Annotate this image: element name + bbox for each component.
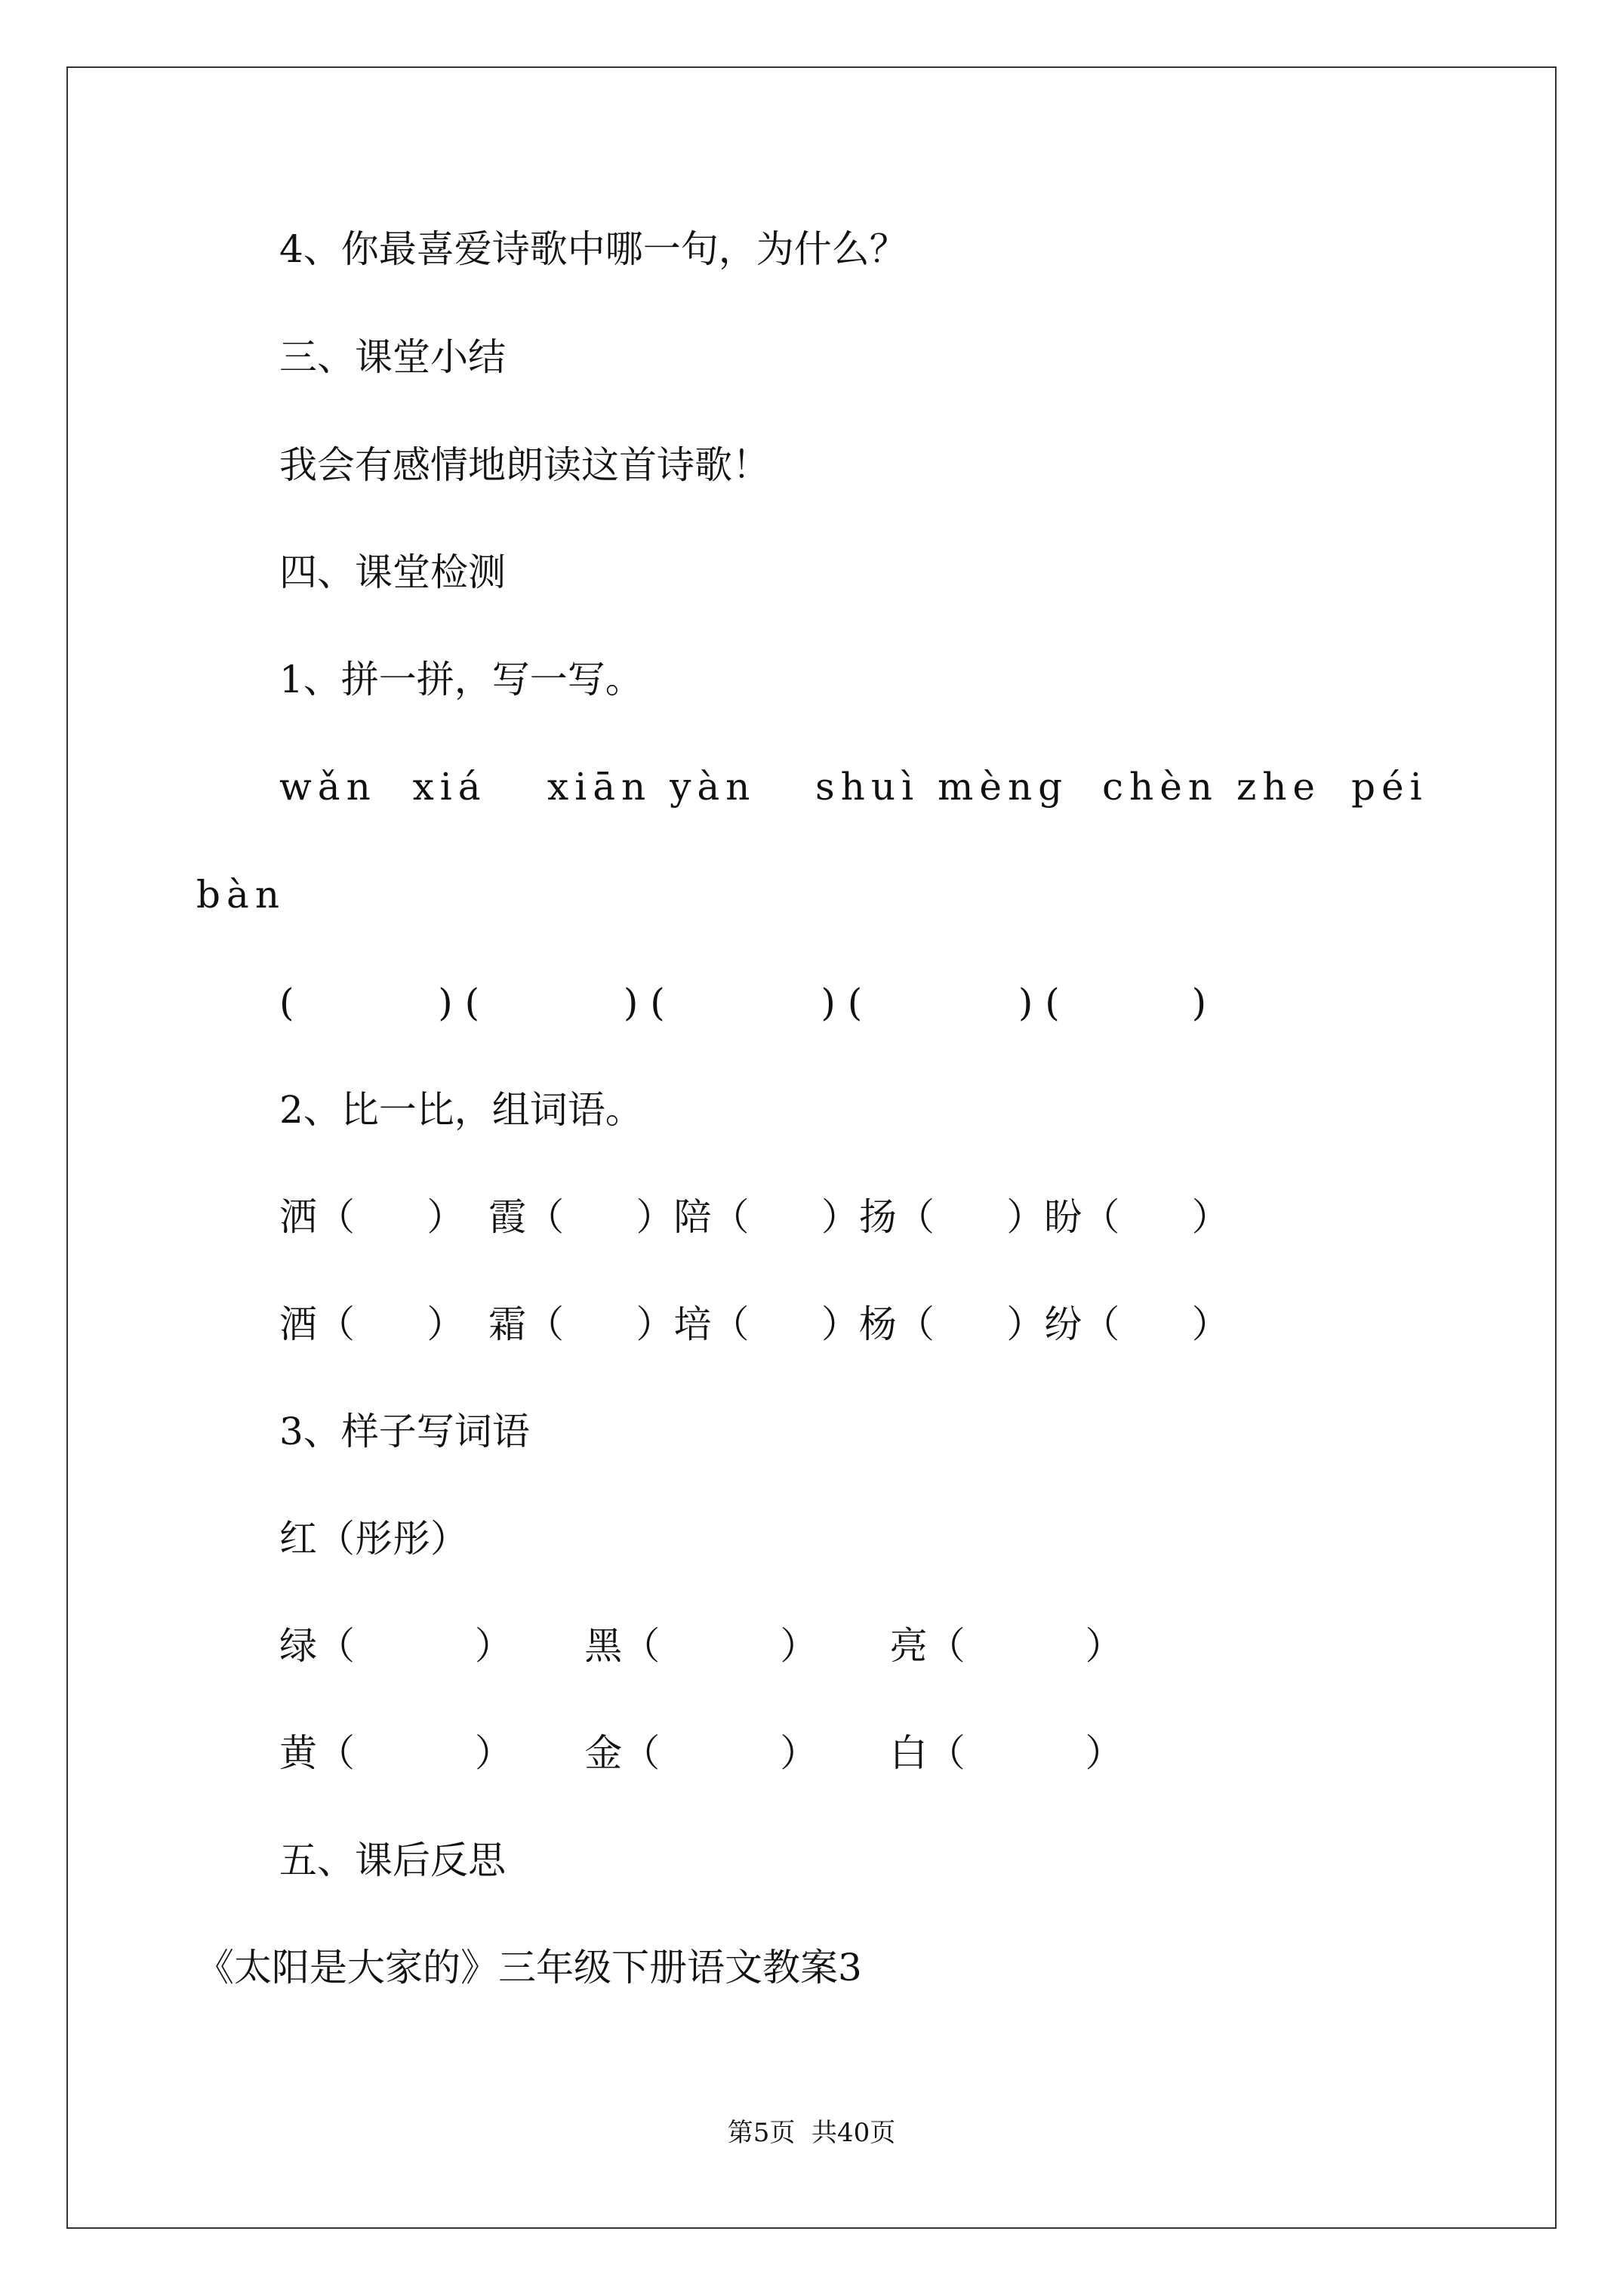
page-border (66, 66, 1557, 2229)
pinyin-wanxia: wǎn xiá (279, 765, 487, 809)
compare-row-2: 酒（ ） 霜（ ）培（ ）杨（ ）纷（ ） (279, 1302, 1230, 1346)
word-row-a: 绿（ ） 黑（ ） 亮（ ） (279, 1624, 1123, 1668)
pinyin-pei: péi (1351, 765, 1428, 809)
compare-row-1: 洒（ ） 霞（ ）陪（ ）扬（ ）盼（ ） (279, 1195, 1230, 1239)
pinyin-ban: bàn (196, 873, 286, 917)
reading-instruction: 我会有感情地朗读这首诗歌！ (279, 443, 770, 487)
exercise-3-heading: 3、样子写词语 (279, 1410, 530, 1453)
question-4: 4、你最喜爱诗歌中哪一句，为什么？ (279, 227, 907, 271)
section-reflection-heading: 五、课后反思 (279, 1838, 506, 1882)
pinyin-chenzhe: chèn zhe (1102, 765, 1322, 809)
next-lesson-title: 《太阳是大家的》三年级下册语文教案3 (196, 1946, 862, 1989)
word-row-b: 黄（ ） 金（ ） 白（ ） (279, 1731, 1123, 1775)
section-test-heading: 四、课堂检测 (279, 550, 506, 594)
section-summary-heading: 三、课堂小结 (279, 335, 506, 379)
example-word: 红（彤彤） (279, 1517, 468, 1561)
exercise-2-heading: 2、比一比，组词语。 (279, 1088, 643, 1132)
page-number-footer: 第5页 共40页 (727, 2118, 896, 2148)
pinyin-answer-blanks: ( ) ( ) ( ) ( ) ( ) (279, 981, 1207, 1025)
pinyin-shuimeng: shuì mèng (815, 765, 1069, 809)
pinyin-xianyan: xiān yàn (547, 765, 756, 809)
exercise-1-heading: 1、拼一拼，写一写。 (279, 658, 643, 701)
